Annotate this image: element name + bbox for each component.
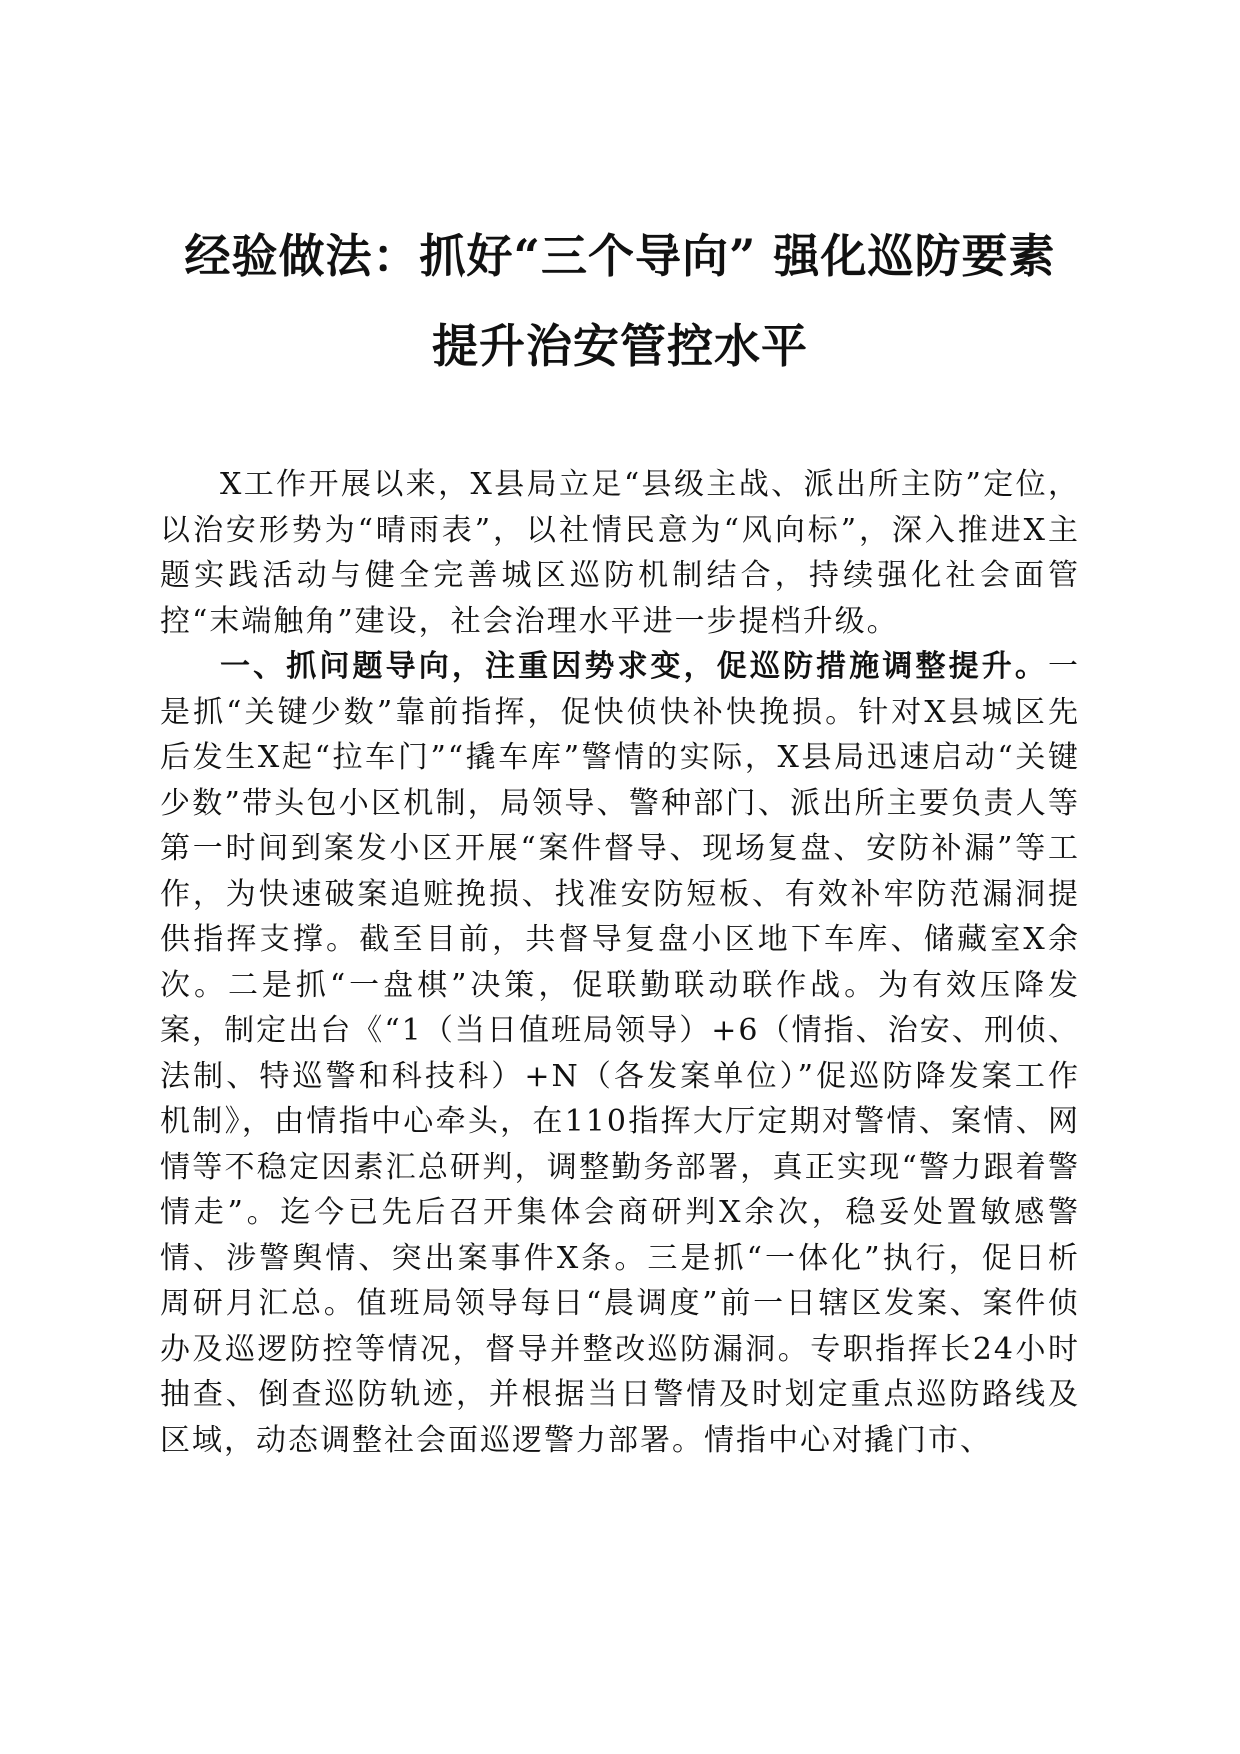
document-title-line-1: 经验做法：抓好“三个导向” 强化巡防要素 (184, 229, 1056, 283)
section-1-body: 一是抓“关键少数”靠前指挥，促快侦快补快挽损。针对X县城区先后发生X起“拉车门”“撬车库”警情的实际，X县局迅速启动“关键少数”带头包小区机制，局领导、警种部门、派出所主要负责人等第一时间到案发小区开展“案件督导、现场复盘、安防补漏”等工作，为快速破案追赃挽损、找准安防短板、有效补牢防范漏洞提供指挥支撑。截至目前，共督导复盘小区地下车库、储藏室X余次。二是抓“一盘棋”决策，促联勤联动联作战。为有效压降发案，制定出台《“1（当日值班局领导）+6（情指、治安、刑侦、法制、特巡警和科技科）+N（各发案单位）”促巡防降发案工作机制》，由情指中心牵头，在110指挥大厅定期对警情、案情、网情等不稳定因素汇总研判，调整勤务部署，真正实现“警力跟着警情走”。迄今已先后召开集体会商研判X余次，稳妥处置敏感警情、涉警舆情、突出案事件X条。三是抓“一体化”执行，促日析周研月汇总。值班局领导每日“晨调度”前一日辖区发案、案件侦办及巡逻防控等情况，督导并整改巡防漏洞。专职指挥长24小时抽查、倒查巡防轨迹，并根据当日警情及时划定重点巡防路线及区域，动态调整社会面巡逻警力部署。情指中心对撬门市、 (160, 649, 1080, 1458)
document-title-line-2: 提升治安管控水平 (432, 319, 808, 373)
section-1-paragraph (160, 644, 1080, 1463)
section-1-heading: 一、抓问题导向，注重因势求变，促巡防措施调整提升。 (220, 649, 1048, 684)
document-body (160, 462, 1080, 1463)
document-page (160, 0, 1080, 1754)
intro-paragraph: X工作开展以来，X县局立足“县级主战、派出所主防”定位，以治安形势为“晴雨表”，以社情民意为“风向标”，深入推进X主题实践活动与健全完善城区巡防机制结合，持续强化社会面管控“末端触角”建设，社会治理水平进一步提档升级。 (160, 467, 1080, 639)
